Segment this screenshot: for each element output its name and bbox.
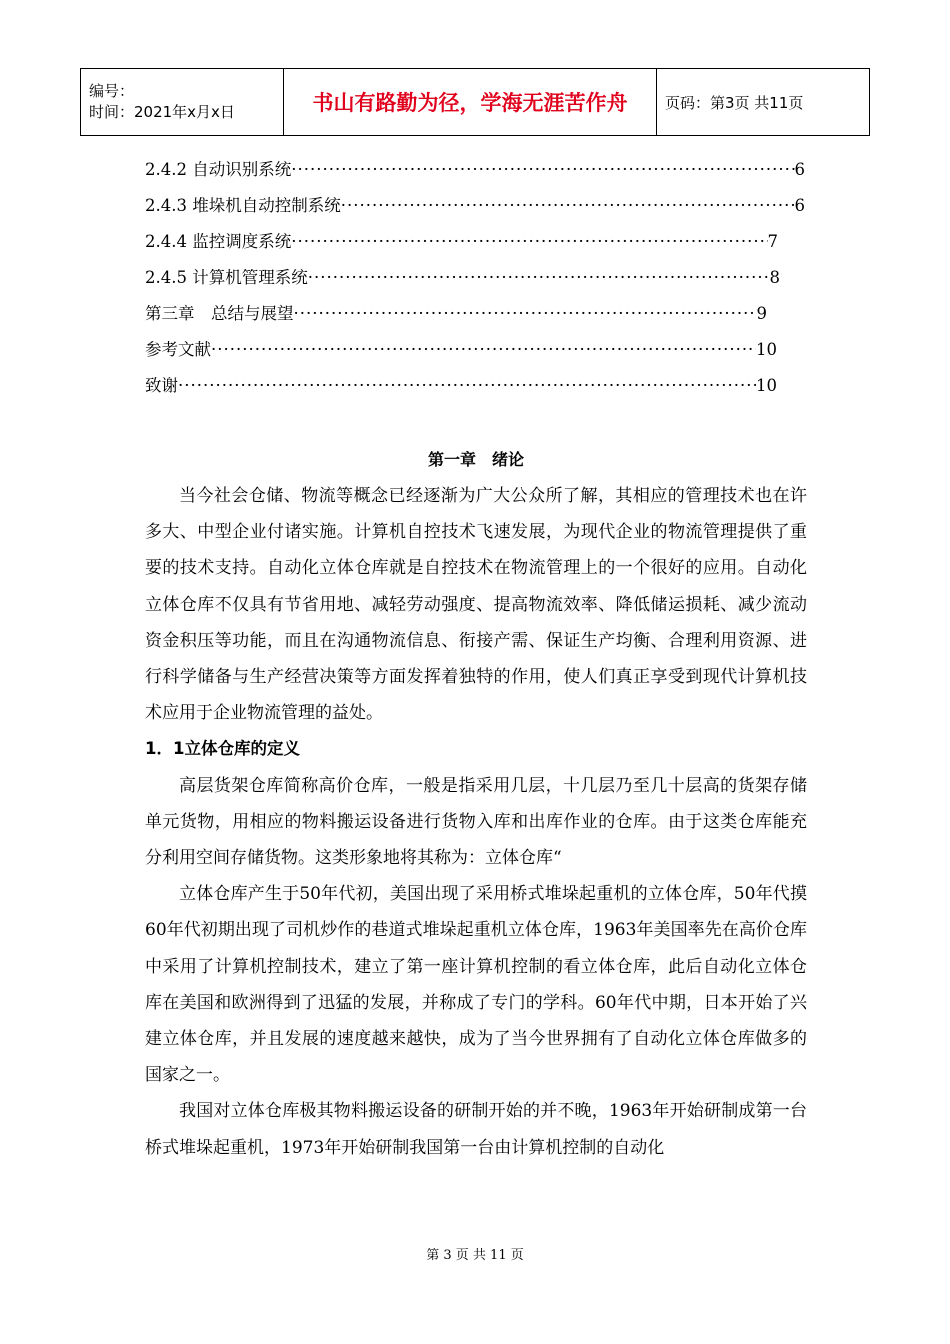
toc-page: 7	[767, 232, 778, 251]
section-title: 1．1立体仓库的定义	[145, 739, 300, 759]
toc-label: 2.4.5 计算机管理系统	[145, 268, 308, 287]
header-meta	[81, 69, 284, 136]
toc-page: 6	[794, 196, 805, 215]
toc-entry[interactable]	[145, 264, 780, 300]
paragraph: 我国对立体仓库极其物料搬运设备的研制开始的并不晚，1963年开始研制成第一台桥式堆垛起重机，1973年开始研制我国第一台由计算机控制的自动化	[145, 1101, 807, 1158]
toc-label: 2.4.2 自动识别系统	[145, 160, 292, 179]
toc-leader	[341, 196, 795, 215]
toc-entry[interactable]	[145, 228, 778, 264]
toc-page: 6	[794, 160, 805, 179]
paragraph: 立体仓库产生于50年代初，美国出现了采用桥式堆垛起重机的立体仓库，50年代摸60年代初期出现了司机炒作的巷道式堆垛起重机立体仓库，1963年美国率先在高价仓库中采用了计算机控制技术，建立了第一座计算机控制的看立体仓库，此后自动化立体仓库在美国和欧洲得到了迅猛的发展，并称成了专门的学科。60年代中期，日本开始了兴建立体仓库，并且发展的速度越来越快，成为了当今世界拥有了自动化立体仓库做多的国家之一。	[145, 884, 807, 1086]
toc-label: 2.4.4 监控调度系统	[145, 232, 292, 251]
page-header	[80, 68, 870, 136]
toc-page: 8	[769, 268, 780, 287]
toc-page: 9	[756, 304, 767, 323]
toc-page: 10	[756, 376, 777, 395]
toc-entry[interactable]	[145, 192, 805, 228]
chapter-body	[145, 442, 807, 1166]
paragraph: 高层货架仓库简称高价仓库，一般是指采用几层，十几层乃至几十层高的货架存储单元货物，用相应的物料搬运设备进行货物入库和出库作业的仓库。由于这类仓库能充分利用空间存储货物。这类形象地将其称为：立体仓库“	[145, 775, 807, 869]
toc-leader	[294, 304, 757, 323]
toc-leader	[291, 160, 794, 179]
chapter-title: 第一章 绪论	[427, 450, 524, 469]
toc-label: 致谢	[145, 376, 178, 395]
toc-label: 第三章 总结与展望	[145, 304, 294, 323]
intro-paragraph: 当今社会仓储、物流等概念已经逐渐为广大公众所了解，其相应的管理技术也在许多大、中型企业付诸实施。计算机自控技术飞速发展，为现代企业的物流管理提供了重要的技术支持。自动化立体仓库就是自控技术在物流管理上的一个很好的应用。自动化立体仓库不仅具有节省用地、减轻劳动强度、提高物流效率、降低储运损耗、减少流动资金积压等功能，而且在沟通物流信息、衔接产需、保证生产均衡、合理利用资源、进行科学储备与生产经营决策等方面发挥着独特的作用，使人们真正享受到现代计算机技术应用于企业物流管理的益处。	[145, 486, 807, 724]
header-motto: 书山有路勤为径，学海无涯苦作舟	[284, 69, 657, 136]
toc-entry[interactable]	[145, 300, 767, 336]
toc-leader	[211, 340, 756, 359]
page-footer: 第 3 页 共 11 页	[426, 1248, 524, 1263]
toc-entry[interactable]	[145, 336, 777, 372]
number-label: 编号：	[89, 82, 135, 100]
toc-leader	[291, 232, 767, 251]
toc-leader	[178, 376, 756, 395]
toc-label: 参考文献	[145, 340, 211, 359]
header-page-info: 页码：第3页 共11页	[657, 69, 870, 136]
toc-entry[interactable]	[145, 372, 777, 408]
toc-leader	[308, 268, 770, 287]
toc-entry[interactable]	[145, 156, 805, 192]
toc-label: 2.4.3 堆垛机自动控制系统	[145, 196, 341, 215]
toc-page: 10	[756, 340, 777, 359]
table-of-contents	[145, 156, 805, 408]
time-label: 时间：2021年x月x日	[89, 103, 235, 121]
